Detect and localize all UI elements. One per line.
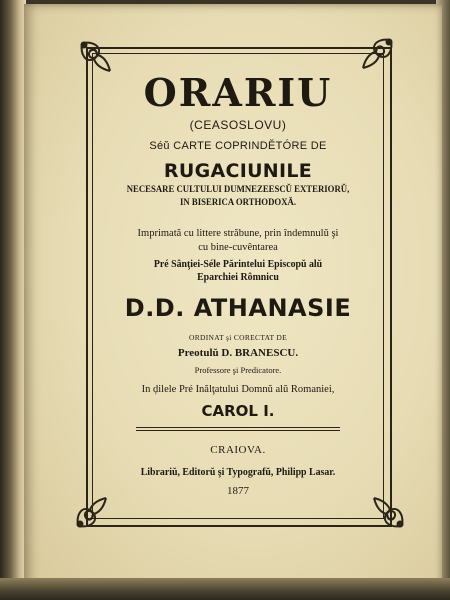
ordinat-line: ORDINAT şi CORECTAT DE — [188, 333, 288, 342]
imprimata-line-1: Imprimată cu littere străbune, prin îndemnulŭ şi — [137, 228, 339, 239]
book-spine — [0, 0, 26, 600]
book-subtitle: (CEASOSLOVU) — [189, 118, 287, 132]
rugaciunile-heading: RUGACIUNILE — [163, 160, 313, 182]
bishop-name: D.D. ATHANASIE — [124, 294, 352, 322]
bishop-title-line-1: Pré Sânţiei-Séle Părintelui Episcopŭ alŭ — [153, 259, 323, 270]
publication-year: 1877 — [227, 485, 249, 497]
imprimata-line-2: cu bine-cuvêntarea — [198, 242, 278, 253]
necesare-line: NECESARE CULTULUI DUMNEZEESCŬ EXTERIORŬ, — [126, 185, 350, 195]
biserica-line: IN BISERICA ORTHODOXĂ. — [179, 198, 297, 208]
reign-line: In ḑilele Pré Inălţatului Domnŭ alŭ Romaniei, — [141, 384, 335, 395]
title-page-text — [100, 66, 376, 506]
city-name: CRAIOVA. — [210, 444, 266, 456]
publisher-line: Librariŭ, Editorŭ şi Typografŭ, Philipp Lasar. — [140, 467, 336, 478]
divider-rule-thin — [136, 430, 340, 431]
book-edge-bottom — [0, 578, 450, 600]
king-name: CAROL I. — [201, 402, 275, 420]
subtitle-line: Séŭ CARTE COPRINDĔTÓRE DE — [149, 140, 327, 152]
divider-rule — [136, 427, 340, 428]
bishop-title-line-2: Eparchiei Rômnicu — [197, 272, 279, 283]
editor-role: Professore şi Predicatore. — [194, 365, 282, 375]
book-title: ORARIU — [143, 70, 333, 115]
editor-name: Preotulŭ D. BRANESCU. — [177, 347, 299, 359]
